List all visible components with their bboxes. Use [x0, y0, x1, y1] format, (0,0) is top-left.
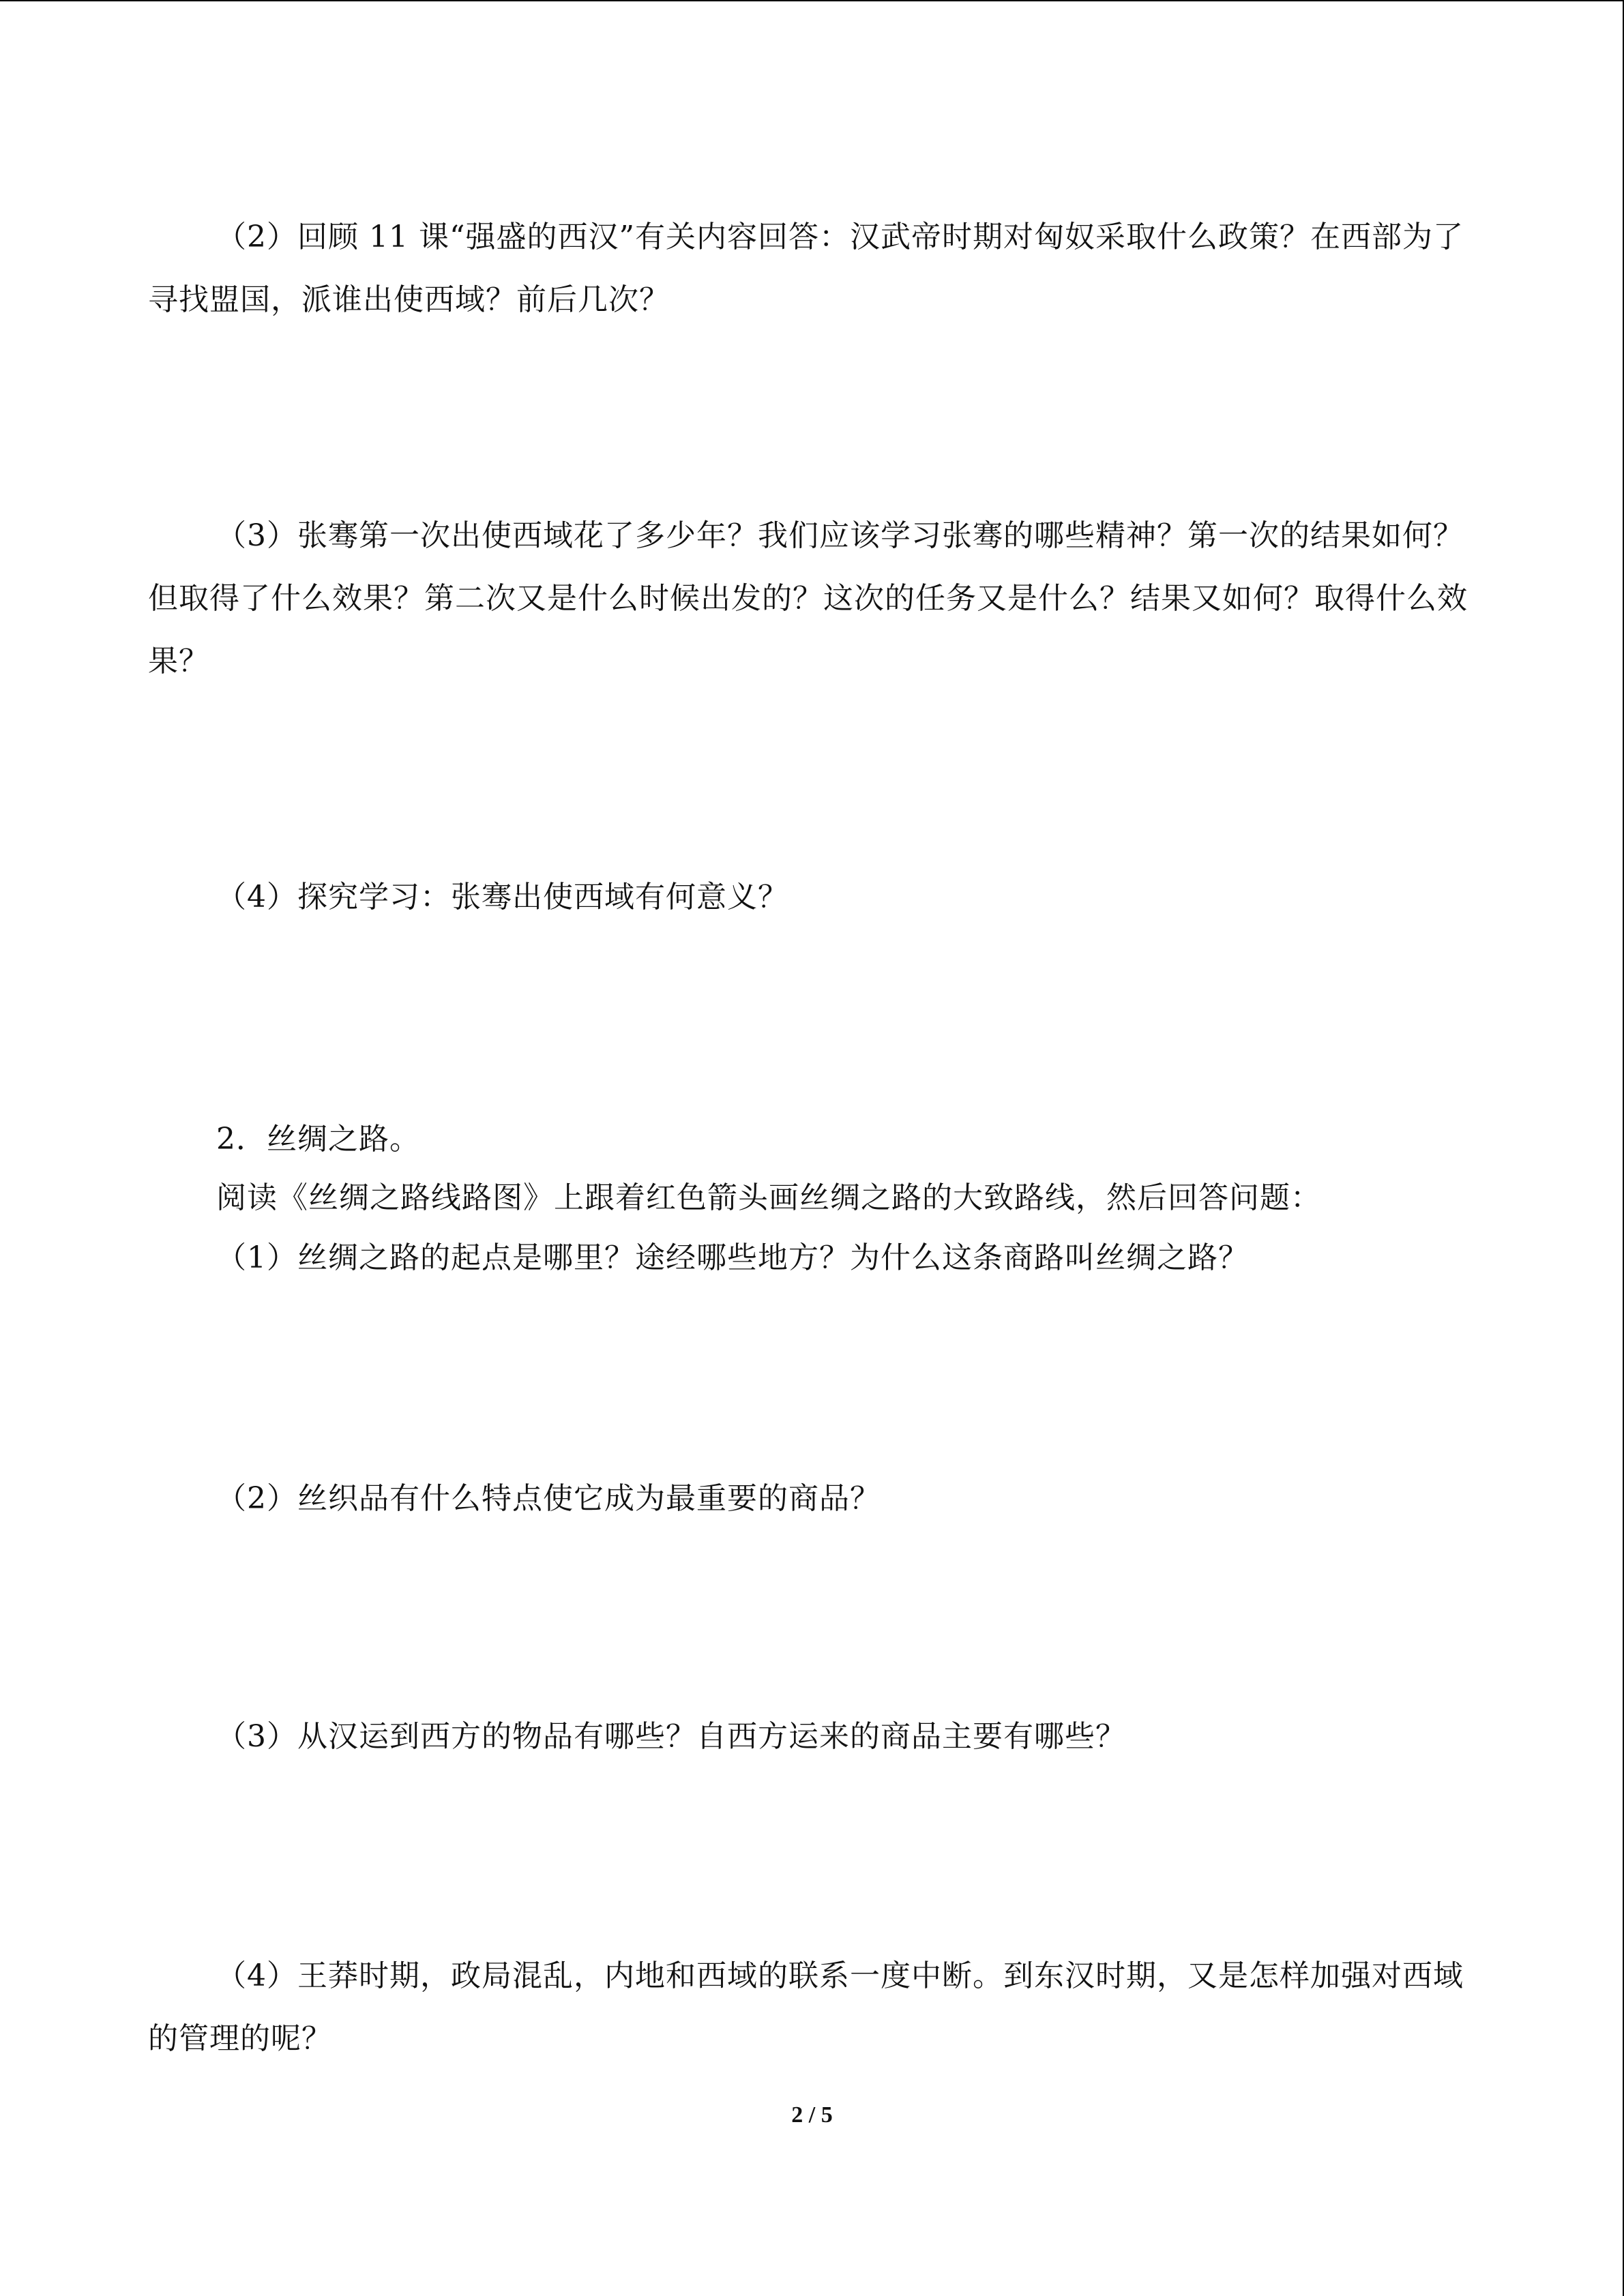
question-1-2: （2）回顾 11 课“强盛的西汉”有关内容回答：汉武帝时期对匈奴采取什么政策？在西部为了寻找盟国，派谁出使西域？前后几次？ [148, 220, 1464, 317]
page-number: 2 / 5 [791, 2102, 833, 2128]
question-1-4: （4）探究学习：张骞出使西域有何意义？ [216, 880, 788, 914]
question-1-3: （3）张骞第一次出使西域花了多少年？我们应该学习张骞的哪些精神？第一次的结果如何？但取得了什么效果？第二次又是什么时候出发的？这次的任务又是什么？结果又如何？取得什么效果？ [148, 518, 1468, 679]
question-2-4: （4）王莽时期，政局混乱，内地和西域的联系一度中断。到东汉时期，又是怎样加强对西域的管理的呢？ [148, 1958, 1464, 2056]
question-2-2: （2）丝织品有什么特点使它成为最重要的商品？ [216, 1481, 881, 1516]
question-2-1: （1）丝绸之路的起点是哪里？途经哪些地方？为什么这条商路叫丝绸之路？ [216, 1240, 1249, 1275]
section-2-instruction: 阅读《丝绸之路线路图》上跟着红色箭头画丝绸之路的大致路线，然后回答问题： [216, 1180, 1321, 1215]
question-2-3: （3）从汉运到西方的物品有哪些？自西方运来的商品主要有哪些？ [216, 1719, 1126, 1754]
section-2-heading: 2．丝绸之路。 [216, 1122, 420, 1157]
